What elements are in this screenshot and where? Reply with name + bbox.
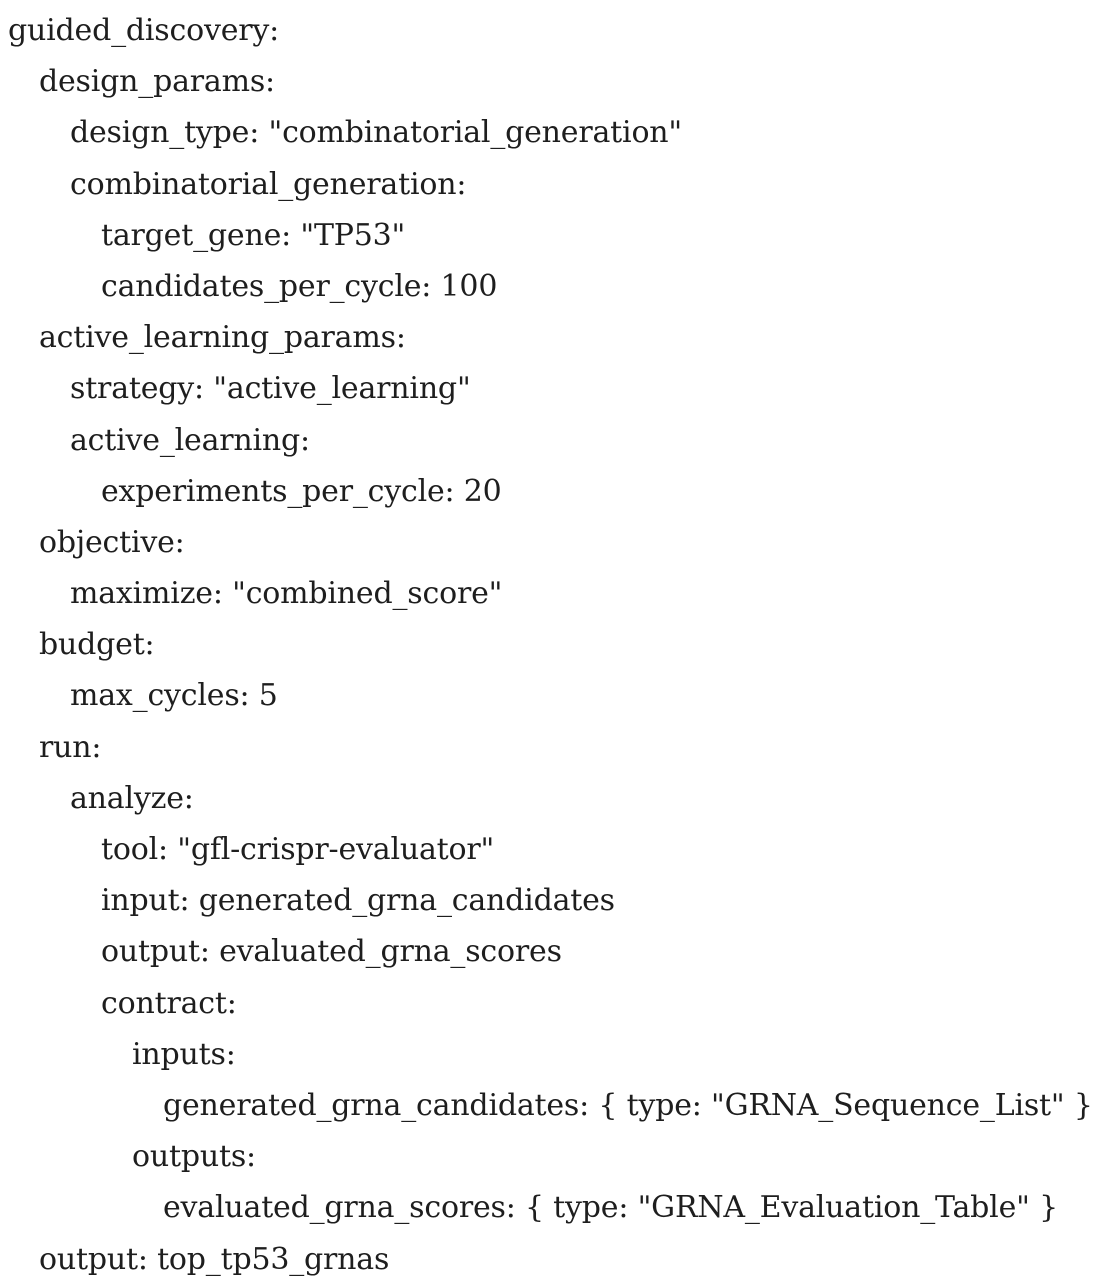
config-line-design-type: design_type: "combinatorial_generation" [70, 115, 683, 151]
config-line-active-learning: active_learning: [70, 422, 310, 458]
config-line-budget: budget: [39, 627, 155, 663]
config-line-active-learning-params: active_learning_params: [39, 320, 406, 356]
config-line-combinatorial-generation: combinatorial_generation: [70, 166, 467, 202]
config-line-output-scores: output: evaluated_grna_scores [101, 934, 562, 970]
yaml-config-listing [8, 5, 1098, 1285]
config-line-design-params: design_params: [39, 64, 275, 100]
config-line-run: run: [39, 729, 102, 765]
config-line-strategy: strategy: "active_learning" [70, 371, 471, 407]
config-line-candidates-per-cycle: candidates_per_cycle: 100 [101, 268, 498, 304]
config-line-outputs: outputs: [132, 1139, 256, 1175]
config-line-guided-discovery: guided_discovery: [8, 13, 280, 48]
config-line-maximize: maximize: "combined_score" [70, 576, 503, 612]
config-line-contract: contract: [101, 985, 237, 1021]
config-line-target-gene: target_gene: "TP53" [101, 217, 406, 253]
config-line-objective: objective: [39, 524, 185, 560]
config-line-output-top-grnas: output: top_tp53_grnas [39, 1241, 390, 1277]
config-line-experiments-per-cycle: experiments_per_cycle: 20 [101, 473, 502, 509]
config-line-evaluated-grna-scores-type: evaluated_grna_scores: { type: "GRNA_Evaluation_Table" } [163, 1190, 1058, 1226]
config-line-input: input: generated_grna_candidates [101, 883, 615, 919]
config-line-inputs: inputs: [132, 1036, 236, 1072]
config-line-analyze: analyze: [70, 780, 194, 816]
config-line-generated-grna-candidates-type: generated_grna_candidates: { type: "GRNA_Sequence_List" } [163, 1087, 1093, 1123]
config-line-tool: tool: "gfl-crispr-evaluator" [101, 832, 495, 867]
config-line-max-cycles: max_cycles: 5 [70, 678, 278, 714]
